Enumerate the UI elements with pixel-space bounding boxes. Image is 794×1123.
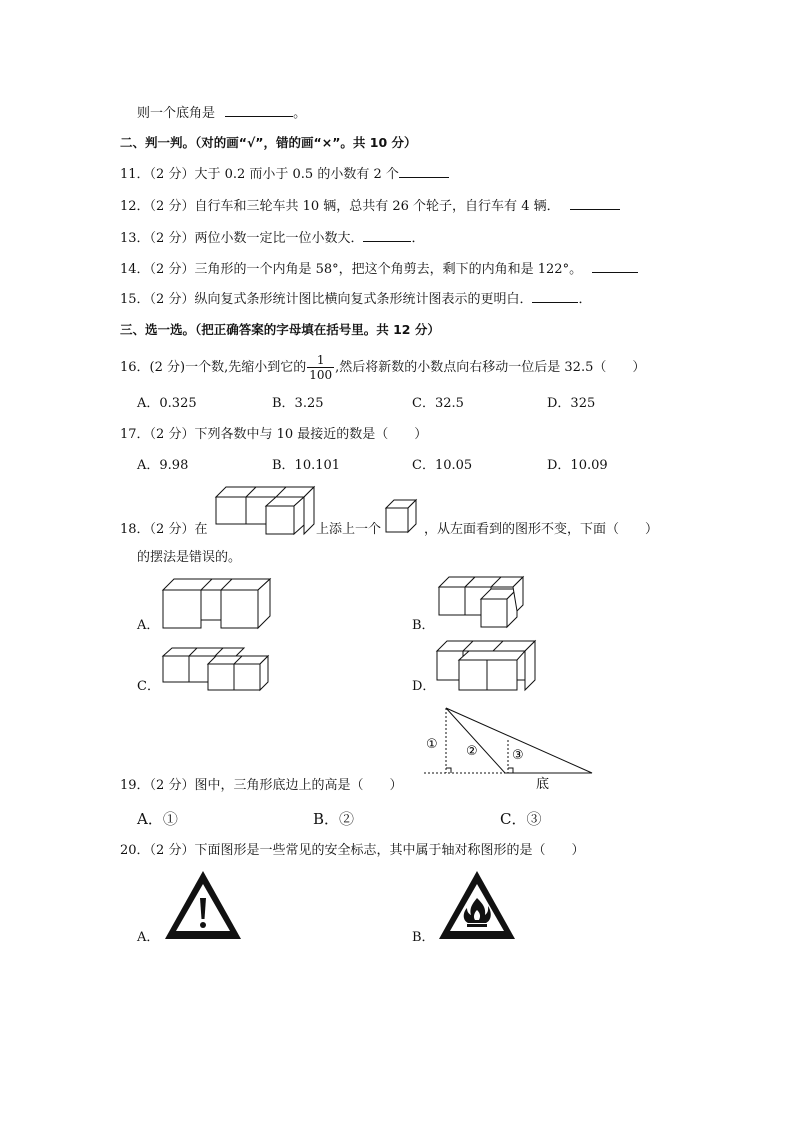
q19-fig-label-1: ①: [426, 737, 438, 752]
section2-title: 二、判一判。（对的画“√”，错的画“×”。共 10 分）: [120, 135, 417, 150]
q13-text: 13．（2 分）两位小数一定比一位小数大．: [120, 231, 364, 246]
q15-line: [120, 290, 591, 309]
q19-option-c[interactable]: C．③: [500, 810, 542, 828]
q19-text: 19．（2 分）图中，三角形底边上的高是（ ）: [120, 778, 403, 793]
q18-option-d[interactable]: D．: [412, 679, 436, 694]
q18-part3: ，从左面看到的图形不变，下面（ ）: [424, 522, 659, 537]
q19-fig-label-base: 底: [536, 777, 550, 792]
q16-text-after: ,然后将新数的小数点向右移动一位后是 32.5（ ）: [335, 360, 646, 375]
q18-option-c-figure: [160, 646, 270, 692]
q20-text: 20．（2 分）下面图形是一些常见的安全标志，其中属于轴对称图形的是（ ）: [120, 843, 585, 858]
q16-text-before: 16．(2 分)一个数,先缩小到它的: [120, 360, 307, 375]
q10-tail-text: 则一个底角是: [137, 106, 216, 121]
q17-option-c[interactable]: C．10.05: [412, 458, 473, 473]
q18-option-a[interactable]: A．: [137, 618, 160, 633]
q11-text: 11．（2 分）大于 0.2 而小于 0.5 的小数有 2 个: [120, 167, 399, 182]
q19-option-b[interactable]: B．②: [313, 810, 355, 828]
q18-part1: 18．（2 分）在: [120, 522, 208, 537]
q16-frac-numerator: 1: [307, 353, 334, 368]
q13-end: ．: [411, 231, 425, 246]
q19-triangle-figure: [420, 700, 600, 794]
q18-line2: 的摆法是错误的。: [137, 550, 242, 565]
q13-line: [120, 229, 424, 248]
q16-option-c[interactable]: C．32.5: [412, 396, 464, 411]
q18-single-cube-figure: [384, 498, 418, 536]
q18-option-b-figure: [435, 575, 527, 629]
q18-part2: 上添上一个: [316, 522, 382, 537]
q18-option-c[interactable]: C．: [137, 679, 160, 694]
q10-answer-blank[interactable]: [225, 104, 293, 117]
q17-option-b[interactable]: B．10.101: [272, 458, 341, 473]
q16-frac-denominator: 100: [309, 368, 333, 382]
q18-option-b[interactable]: B．: [412, 618, 435, 633]
q16-option-a[interactable]: A．0.325: [137, 396, 197, 411]
q12-line: [120, 197, 620, 216]
q18-base-cubes-figure: [214, 484, 318, 540]
q20-option-b[interactable]: B．: [412, 930, 435, 945]
q14-answer-blank[interactable]: [592, 260, 638, 273]
q11-answer-blank[interactable]: [399, 165, 449, 178]
q18-option-d-figure: [435, 638, 539, 694]
q10-tail-line: [137, 104, 306, 123]
q15-text: 15．（2 分）纵向复式条形统计图比横向复式条形统计图表示的更明白．: [120, 292, 533, 307]
q19-option-a[interactable]: A．①: [137, 810, 178, 828]
q17-option-a[interactable]: A．9.98: [137, 458, 189, 473]
q18-option-a-figure: [160, 576, 274, 630]
q16-fraction: [307, 353, 334, 382]
q12-text: 12．（2 分）自行车和三轮车共 10 辆，总共有 26 个轮子，自行车有 4 辆．: [120, 199, 560, 214]
q15-answer-blank[interactable]: [532, 290, 578, 303]
q11-line: [120, 165, 449, 184]
q17-option-d[interactable]: D．10.09: [547, 458, 608, 473]
flammable-warning-icon: [436, 868, 518, 942]
q17-text: 17．（2 分）下列各数中与 10 最接近的数是（ ）: [120, 427, 428, 442]
q14-text: 14．（2 分）三角形的一个内角是 58°，把这个角剪去，剩下的内角和是 122°。: [120, 262, 583, 277]
section3-title: 三、选一选。（把正确答案的字母填在括号里。共 12 分）: [120, 322, 440, 337]
q20-option-a[interactable]: A．: [137, 930, 160, 945]
q13-answer-blank[interactable]: [363, 229, 411, 242]
q12-answer-blank[interactable]: [570, 197, 620, 210]
q10-end: 。: [293, 106, 307, 121]
q16-line: [120, 352, 645, 384]
q14-line: [120, 260, 638, 279]
warning-exclamation-icon: [162, 868, 244, 942]
q19-fig-label-2: ②: [466, 744, 478, 759]
q15-end: ．: [578, 292, 592, 307]
q16-option-d[interactable]: D．325: [547, 396, 596, 411]
q16-option-b[interactable]: B．3.25: [272, 396, 324, 411]
q19-fig-label-3: ③: [512, 748, 524, 763]
